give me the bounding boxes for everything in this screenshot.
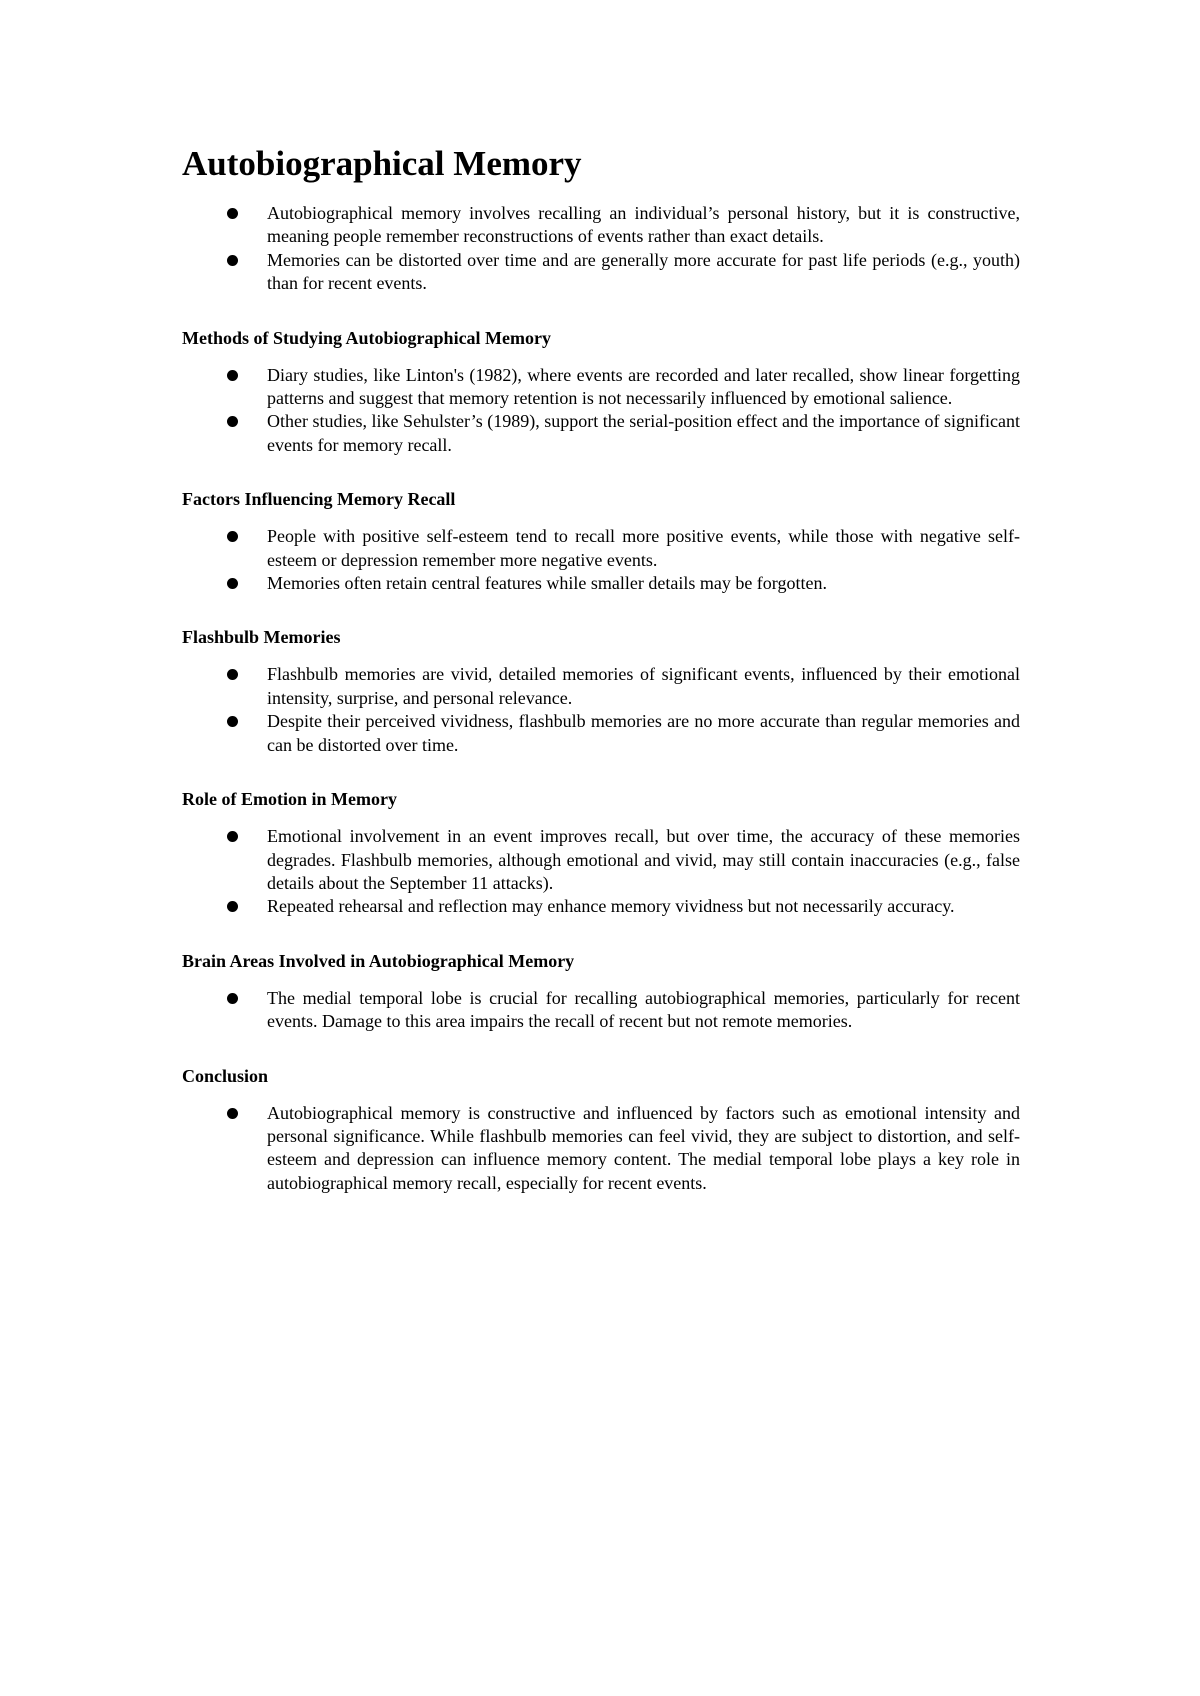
- section-heading-factors: Factors Influencing Memory Recall: [182, 489, 456, 510]
- document-title: Autobiographical Memory: [182, 144, 582, 183]
- section-heading-brain-areas: Brain Areas Involved in Autobiographical Memory: [182, 950, 575, 971]
- bullet-icon: [227, 578, 238, 589]
- bullet-item: [182, 663, 1020, 710]
- bullet-icon: [227, 208, 238, 219]
- bullet-icon: [227, 993, 238, 1004]
- bullet-icon: [227, 531, 238, 542]
- bullet-item: [182, 1102, 1020, 1196]
- bullet-icon: [227, 831, 238, 842]
- bullet-text: Memories can be distorted over time and are generally more accurate for past life periods (e.g., youth) than for recent events.: [267, 249, 1020, 294]
- conclusion-bullet-list: [182, 1102, 1020, 1196]
- bullet-icon: [227, 669, 238, 680]
- section-heading-emotion: Role of Emotion in Memory: [182, 789, 397, 810]
- bullet-icon: [227, 901, 238, 912]
- bullet-item: [182, 202, 1020, 249]
- emotion-bullet-list: [182, 825, 1020, 919]
- bullet-text: Flashbulb memories are vivid, detailed memories of significant events, influenced by their emotional intensity, surprise, and personal relevance.: [267, 664, 1020, 708]
- bullet-icon: [227, 255, 238, 266]
- bullet-text: Repeated rehearsal and reflection may enhance memory vividness but not necessarily accuracy.: [267, 896, 955, 917]
- bullet-text: Despite their perceived vividness, flashbulb memories are no more accurate than regular memories and can be distorted over time.: [267, 711, 1020, 755]
- bullet-text: Diary studies, like Linton's (1982), where events are recorded and later recalled, show linear forgetting patterns and suggest that memory retention is not necessarily influenced by emotional salience.: [267, 364, 1020, 409]
- bullet-item: [182, 410, 1020, 457]
- bullet-text: Autobiographical memory involves recalling an individual’s personal history, but it is constructive, meaning people remember reconstructions of events rather than exact details.: [267, 203, 1020, 247]
- section-heading-flashbulb: Flashbulb Memories: [182, 627, 341, 648]
- section-heading-methods: Methods of Studying Autobiographical Memory: [182, 327, 552, 348]
- bullet-item: [182, 249, 1020, 296]
- bullet-item: [182, 987, 1020, 1034]
- bullet-text: The medial temporal lobe is crucial for recalling autobiographical memories, particularly for recent events. Damage to this area impairs the recall of recent but not remote memories.: [267, 987, 1020, 1032]
- bullet-text: Emotional involvement in an event improves recall, but over time, the accuracy of these memories degrades. Flashbulb memories, although emotional and vivid, may still contain inaccuracies (e.g., false details about the September 11 attacks).: [267, 826, 1020, 893]
- bullet-item: [182, 364, 1020, 411]
- methods-bullet-list: [182, 364, 1020, 458]
- section-heading-conclusion: Conclusion: [182, 1065, 269, 1086]
- flashbulb-bullet-list: [182, 663, 1020, 757]
- bullet-text: People with positive self-esteem tend to recall more positive events, while those with negative self-esteem or depression remember more negative events.: [267, 526, 1020, 570]
- bullet-icon: [227, 370, 238, 381]
- bullet-item: [182, 895, 1020, 918]
- bullet-icon: [227, 716, 238, 727]
- document-content: [182, 140, 1020, 1195]
- bullet-text: Other studies, like Sehulster’s (1989), support the serial-position effect and the importance of significant events for memory recall.: [267, 411, 1020, 455]
- bullet-item: [182, 572, 1020, 595]
- intro-bullet-list: [182, 202, 1020, 296]
- bullet-item: [182, 710, 1020, 757]
- bullet-icon: [227, 416, 238, 427]
- factors-bullet-list: [182, 525, 1020, 595]
- bullet-text: Autobiographical memory is constructive and influenced by factors such as emotional intensity and personal significance. While flashbulb memories can feel vivid, they are subject to distortion, and self-esteem and depression can influence memory content. The medial temporal lobe plays a key role in autobiographical memory recall, especially for recent events.: [267, 1102, 1020, 1193]
- bullet-icon: [227, 1108, 238, 1119]
- bullet-item: [182, 525, 1020, 572]
- bullet-item: [182, 825, 1020, 895]
- brain-areas-bullet-list: [182, 987, 1020, 1034]
- bullet-text: Memories often retain central features while smaller details may be forgotten.: [267, 573, 827, 594]
